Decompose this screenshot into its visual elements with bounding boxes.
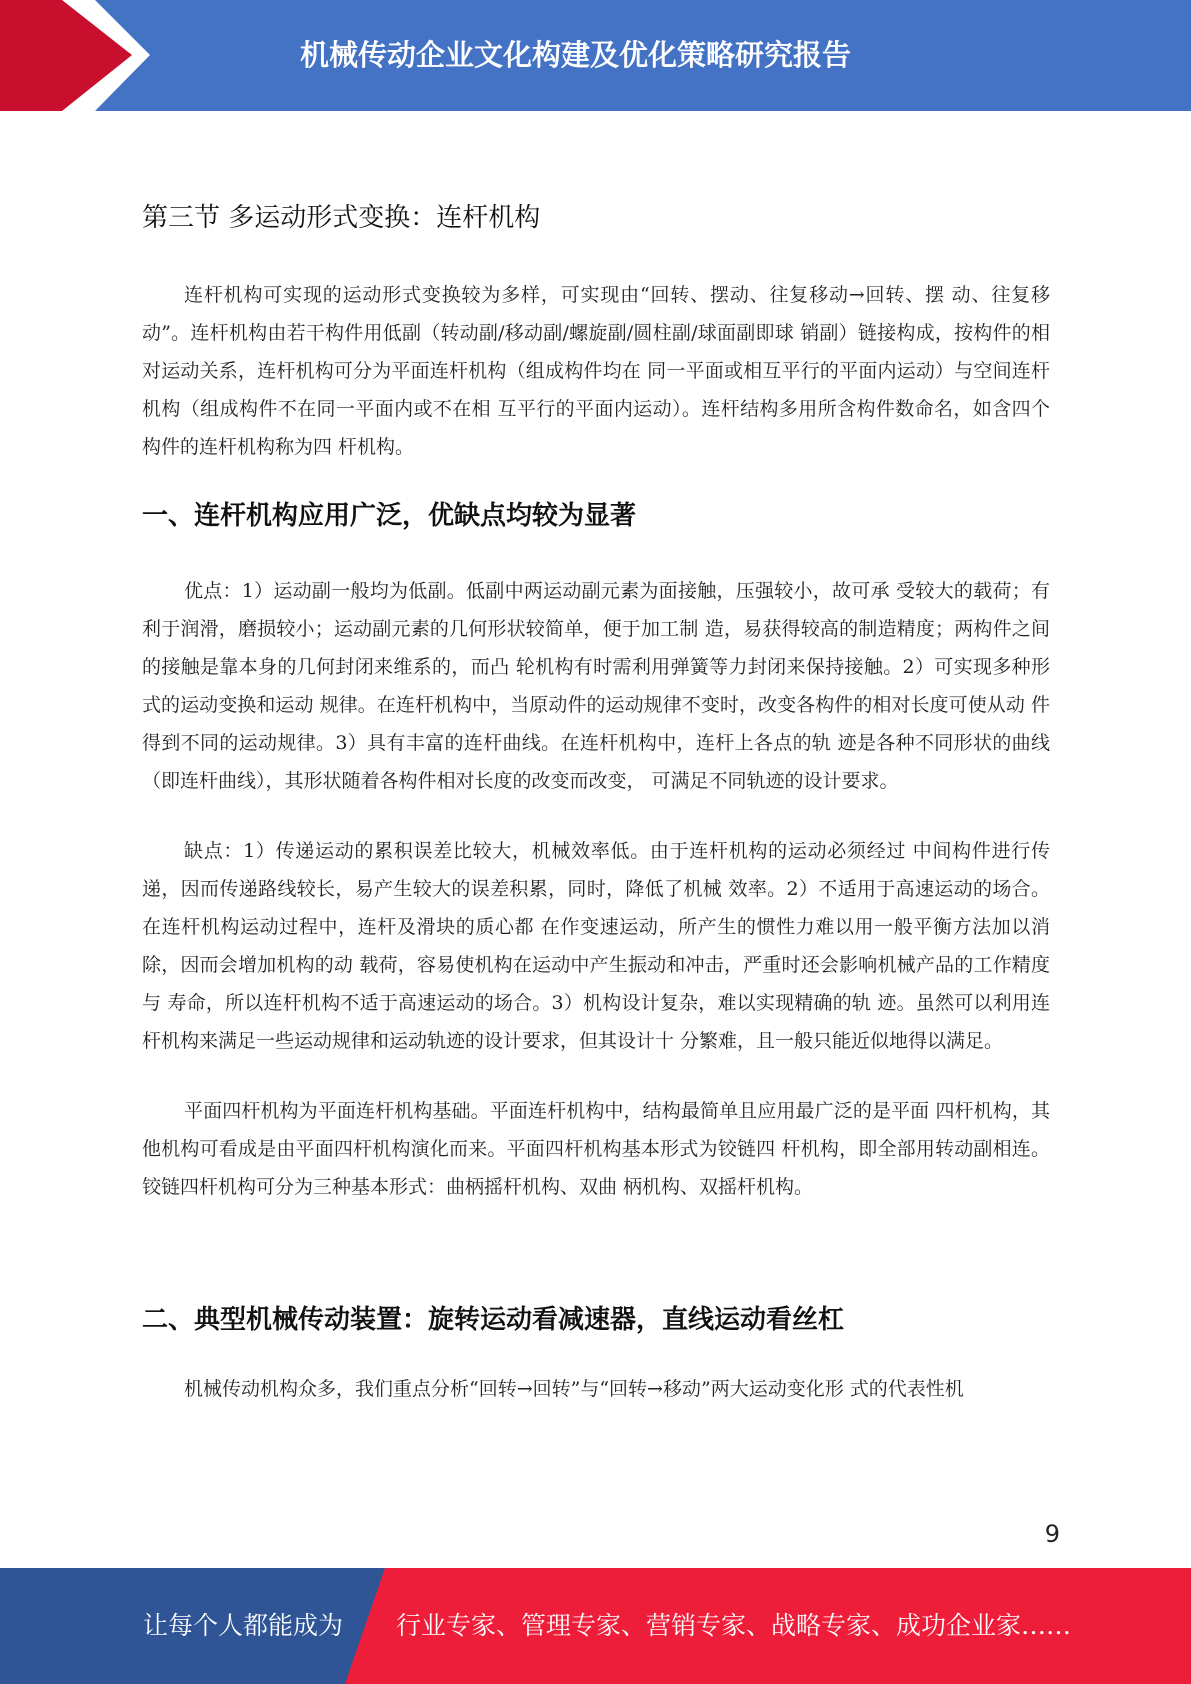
footer-slogan-left: 让每个人都能成为 [143, 1611, 344, 1640]
advantages-paragraph: 优点：1）运动副一般均为低副。低副中两运动副元素为面接触，压强较小，故可承 受较大的载荷；有利于润滑，磨损较小；运动副元素的几何形状较简单，便于加工制 造，易获得较高的制造精度；两构件之间的接触是靠本身的几何封闭来维系的，而凸 轮机构有时需利用弹簧等力封闭来保持接触。2）可实现多种形式的运动变换和运动 规律。在连杆机构中，当原动件的运动规律不变时，改变各构件的相对长度可使从动 件得到不同的运动规律。3）具有丰富的连杆曲线。在连杆机构中，连杆上各点的轨 迹是各种不同形状的曲线（即连杆曲线），其形状随着各构件相对长度的改变而改变， 可满足不同轨迹的设计要求。 [142, 580, 1050, 792]
header-arrow-red [0, 0, 132, 111]
subsection-heading-transmission: 二、典型机械传动装置：旋转运动看减速器，直线运动看丝杠 [142, 1305, 845, 1335]
footer-slogan-right: 行业专家、管理专家、营销专家、战略专家、成功企业家…… [396, 1611, 1072, 1640]
intro-paragraph: 连杆机构可实现的运动形式变换较为多样，可实现由“回转、摆动、往复移动→回转、摆 动、往复移动”。连杆机构由若干构件用低副（转动副/移动副/螺旋副/圆柱副/球面副即球 销副）链接构成，按构件的相对运动关系，连杆机构可分为平面连杆机构（组成构件均在 同一平面或相互平行的平面内运动）与空间连杆机构（组成构件不在同一平面内或不在相 互平行的平面内运动）。连杆结构多用所含构件数命名，如含四个构件的连杆机构称为四 杆机构。 [142, 284, 1050, 458]
subsection-heading-linkage: 一、连杆机构应用广泛，优缺点均较为显著 [142, 501, 637, 531]
page-number: 9 [1044, 1520, 1060, 1548]
header-arrow-decoration [0, 0, 160, 111]
footer-banner [0, 1568, 1191, 1684]
transmission-paragraph: 机械传动机构众多，我们重点分析“回转→回转”与“回转→移动”两大运动变化形 式的代表性机 [184, 1378, 964, 1400]
main-content [142, 190, 1050, 1408]
report-title: 机械传动企业文化构建及优化策略研究报告 [300, 38, 852, 72]
header-banner [0, 0, 1191, 111]
section-heading: 第三节 多运动形式变换：连杆机构 [142, 203, 541, 233]
four-bar-paragraph: 平面四杆机构为平面连杆机构基础。平面连杆机构中，结构最简单且应用最广泛的是平面 四杆机构，其他机构可看成是由平面四杆机构演化而来。平面四杆机构基本形式为铰链四 杆机构，即全部用转动副相连。铰链四杆机构可分为三种基本形式：曲柄摇杆机构、双曲 柄机构、双摇杆机构。 [142, 1100, 1050, 1198]
disadvantages-paragraph: 缺点：1）传递运动的累积误差比较大，机械效率低。由于连杆机构的运动必须经过 中间构件进行传递，因而传递路线较长，易产生较大的误差积累，同时，降低了机械 效率。2）不适用于高速运动的场合。在连杆机构运动过程中，连杆及滑块的质心都 在作变速运动，所产生的惯性力难以用一般平衡方法加以消除，因而会增加机构的动 载荷，容易使机构在运动中产生振动和冲击，严重时还会影响机械产品的工作精度与 寿命，所以连杆机构不适于高速运动的场合。3）机构设计复杂，难以实现精确的轨 迹。虽然可以利用连杆机构来满足一些运动规律和运动轨迹的设计要求，但其设计十 分繁难，且一般只能近似地得以满足。 [142, 840, 1050, 1052]
